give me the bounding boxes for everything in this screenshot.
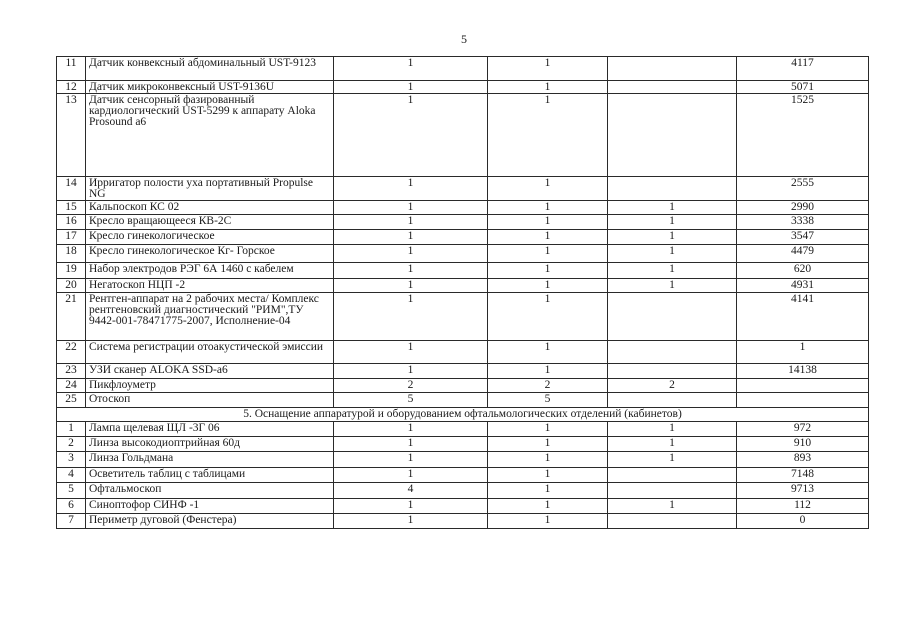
- item-price: [737, 393, 869, 408]
- item-price: 14138: [737, 364, 869, 379]
- item-name: Синоптофор СИНФ -1: [86, 499, 334, 514]
- quantity-2: 1: [488, 483, 608, 499]
- row-number: 17: [57, 230, 86, 245]
- row-number: 19: [57, 263, 86, 279]
- quantity-2: 5: [488, 393, 608, 408]
- quantity-2: 1: [488, 263, 608, 279]
- item-price: 3338: [737, 215, 869, 230]
- section-title: 5. Оснащение аппаратурой и оборудованием офтальмологических отделений (кабинетов): [57, 408, 869, 422]
- quantity-2: 2: [488, 379, 608, 393]
- row-number: 6: [57, 499, 86, 514]
- item-name: Рентген-аппарат на 2 рабочих места/ Комплекс рентгеновский диагностический "РИМ",ТУ 9442-001-78471775-2007, Исполнение-04: [86, 293, 334, 341]
- quantity-2: 1: [488, 499, 608, 514]
- quantity-1: 1: [334, 177, 488, 201]
- quantity-3: [608, 364, 737, 379]
- item-price: 0: [737, 514, 869, 529]
- item-price: 910: [737, 437, 869, 452]
- quantity-3: [608, 468, 737, 483]
- quantity-3: 1: [608, 499, 737, 514]
- item-price: 893: [737, 452, 869, 468]
- table-row: [57, 483, 869, 499]
- row-number: 11: [57, 57, 86, 81]
- quantity-2: 1: [488, 81, 608, 94]
- quantity-3: 1: [608, 245, 737, 263]
- quantity-2: 1: [488, 437, 608, 452]
- item-name: Пикфлоуметр: [86, 379, 334, 393]
- quantity-1: 1: [334, 364, 488, 379]
- table-row: [57, 379, 869, 393]
- item-price: 972: [737, 422, 869, 437]
- item-price: 4479: [737, 245, 869, 263]
- item-price: 5071: [737, 81, 869, 94]
- item-name: Набор электродов РЭГ 6А 1460 с кабелем: [86, 263, 334, 279]
- item-price: 2990: [737, 201, 869, 215]
- row-number: 13: [57, 94, 86, 177]
- quantity-2: 1: [488, 422, 608, 437]
- quantity-2: 1: [488, 293, 608, 341]
- quantity-3: 2: [608, 379, 737, 393]
- quantity-1: 1: [334, 341, 488, 364]
- quantity-2: 1: [488, 468, 608, 483]
- section-header-row: [57, 408, 869, 422]
- quantity-2: 1: [488, 201, 608, 215]
- row-number: 15: [57, 201, 86, 215]
- item-price: 1525: [737, 94, 869, 177]
- item-name: Кресло вращающееся КВ-2С: [86, 215, 334, 230]
- item-name: Ирригатор полости уха портативный Propulse NG: [86, 177, 334, 201]
- quantity-1: 4: [334, 483, 488, 499]
- item-name: Отоскоп: [86, 393, 334, 408]
- quantity-3: [608, 94, 737, 177]
- quantity-3: 1: [608, 230, 737, 245]
- quantity-2: 1: [488, 364, 608, 379]
- item-name: Система регистрации отоакустической эмиссии: [86, 341, 334, 364]
- row-number: 7: [57, 514, 86, 529]
- quantity-1: 1: [334, 499, 488, 514]
- quantity-3: [608, 341, 737, 364]
- quantity-2: 1: [488, 215, 608, 230]
- quantity-1: 1: [334, 263, 488, 279]
- item-price: 1: [737, 341, 869, 364]
- quantity-1: 1: [334, 201, 488, 215]
- page-number: 5: [461, 32, 467, 46]
- row-number: 20: [57, 279, 86, 293]
- row-number: 1: [57, 422, 86, 437]
- item-name: Датчик микроконвексный UST-9136U: [86, 81, 334, 94]
- table-row: [57, 364, 869, 379]
- quantity-3: [608, 514, 737, 529]
- quantity-2: 1: [488, 452, 608, 468]
- quantity-1: 1: [334, 422, 488, 437]
- quantity-3: 1: [608, 279, 737, 293]
- quantity-2: 1: [488, 177, 608, 201]
- table-row: [57, 341, 869, 364]
- table-row: [57, 422, 869, 437]
- row-number: 4: [57, 468, 86, 483]
- quantity-3: [608, 483, 737, 499]
- quantity-2: 1: [488, 94, 608, 177]
- item-price: 112: [737, 499, 869, 514]
- quantity-1: 1: [334, 57, 488, 81]
- item-name: Датчик сенсорный фазированный кардиологический UST-5299 к аппарату Aloka Prosound a6: [86, 94, 334, 177]
- quantity-3: 1: [608, 263, 737, 279]
- row-number: 25: [57, 393, 86, 408]
- quantity-1: 1: [334, 452, 488, 468]
- item-price: 4931: [737, 279, 869, 293]
- item-name: Кресло гинекологическое: [86, 230, 334, 245]
- quantity-1: 1: [334, 468, 488, 483]
- item-name: Осветитель таблиц с таблицами: [86, 468, 334, 483]
- item-name: Кальпоскоп КС 02: [86, 201, 334, 215]
- table-row: [57, 177, 869, 201]
- table-row: [57, 468, 869, 483]
- quantity-1: 1: [334, 81, 488, 94]
- quantity-1: 1: [334, 437, 488, 452]
- ophthalmology-section-body: [57, 408, 869, 529]
- row-number: 22: [57, 341, 86, 364]
- item-price: 3547: [737, 230, 869, 245]
- quantity-3: [608, 81, 737, 94]
- quantity-1: 1: [334, 230, 488, 245]
- table-row: [57, 94, 869, 177]
- row-number: 24: [57, 379, 86, 393]
- item-price: 9713: [737, 483, 869, 499]
- row-number: 14: [57, 177, 86, 201]
- table-row: [57, 437, 869, 452]
- quantity-3: [608, 393, 737, 408]
- quantity-1: 1: [334, 245, 488, 263]
- item-price: 7148: [737, 468, 869, 483]
- row-number: 21: [57, 293, 86, 341]
- row-number: 23: [57, 364, 86, 379]
- table-row: [57, 81, 869, 94]
- quantity-1: 1: [334, 94, 488, 177]
- quantity-1: 1: [334, 279, 488, 293]
- quantity-2: 1: [488, 514, 608, 529]
- table-row: [57, 499, 869, 514]
- quantity-2: 1: [488, 57, 608, 81]
- equipment-table: [56, 56, 869, 529]
- table-row: [57, 293, 869, 341]
- quantity-1: 5: [334, 393, 488, 408]
- item-price: 4117: [737, 57, 869, 81]
- item-name: Лампа щелевая ЩЛ -3Г 06: [86, 422, 334, 437]
- quantity-3: 1: [608, 452, 737, 468]
- quantity-3: 1: [608, 215, 737, 230]
- quantity-2: 1: [488, 341, 608, 364]
- item-name: Периметр дуговой (Фенстера): [86, 514, 334, 529]
- quantity-2: 1: [488, 245, 608, 263]
- table-row: [57, 57, 869, 81]
- item-name: Офтальмоскоп: [86, 483, 334, 499]
- quantity-3: 1: [608, 437, 737, 452]
- row-number: 12: [57, 81, 86, 94]
- item-name: Линза высокодиоптрийная 60д: [86, 437, 334, 452]
- table-row: [57, 201, 869, 215]
- table-row: [57, 393, 869, 408]
- quantity-3: [608, 57, 737, 81]
- table-row: [57, 230, 869, 245]
- row-number: 18: [57, 245, 86, 263]
- table-row: [57, 215, 869, 230]
- table-row: [57, 452, 869, 468]
- quantity-1: 2: [334, 379, 488, 393]
- table-row: [57, 245, 869, 263]
- row-number: 16: [57, 215, 86, 230]
- quantity-2: 1: [488, 230, 608, 245]
- quantity-3: [608, 177, 737, 201]
- quantity-3: [608, 293, 737, 341]
- equipment-table-body: [57, 57, 869, 408]
- item-name: Кресло гинекологическое Кг- Горское: [86, 245, 334, 263]
- row-number: 5: [57, 483, 86, 499]
- row-number: 2: [57, 437, 86, 452]
- item-price: 2555: [737, 177, 869, 201]
- quantity-1: 1: [334, 215, 488, 230]
- quantity-3: 1: [608, 201, 737, 215]
- table-row: [57, 514, 869, 529]
- quantity-2: 1: [488, 279, 608, 293]
- item-name: Негатоскоп НЦП -2: [86, 279, 334, 293]
- item-price: 620: [737, 263, 869, 279]
- quantity-1: 1: [334, 293, 488, 341]
- table-row: [57, 279, 869, 293]
- item-price: [737, 379, 869, 393]
- item-name: Линза Гольдмана: [86, 452, 334, 468]
- row-number: 3: [57, 452, 86, 468]
- item-name: Датчик конвексный абдоминальный UST-9123: [86, 57, 334, 81]
- quantity-1: 1: [334, 514, 488, 529]
- quantity-3: 1: [608, 422, 737, 437]
- table-row: [57, 263, 869, 279]
- item-name: УЗИ сканер ALOKA SSD-a6: [86, 364, 334, 379]
- item-price: 4141: [737, 293, 869, 341]
